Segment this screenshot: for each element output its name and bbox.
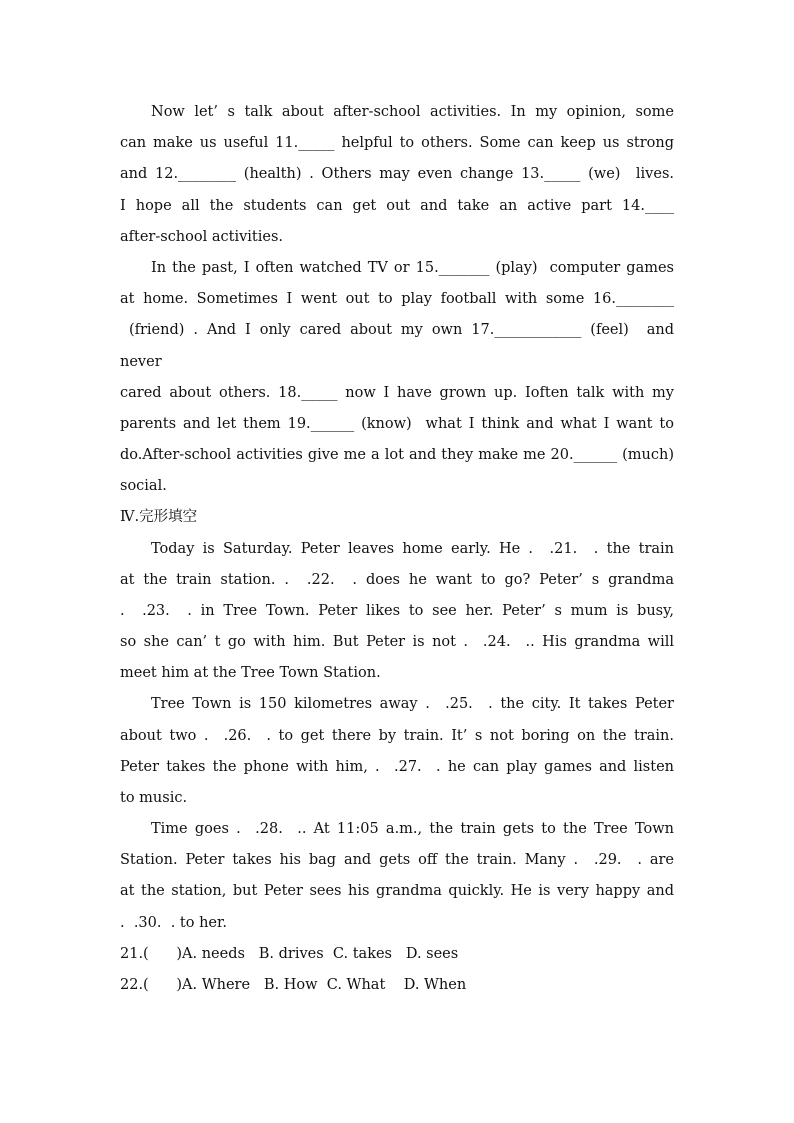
- passage-line: at the train station. . .22. . does he want to go? Peter’ s grandma: [120, 572, 674, 588]
- passage-line: Tree Town is 150 kilometres away . .25. . the city. It takes Peter: [151, 696, 674, 712]
- passage-line: to music.: [120, 790, 188, 806]
- paragraph2-line: at home. Sometimes I went out to play football with some 16.________: [120, 291, 674, 307]
- question-21: 21.( )A. needs B. drives C. takes D. sees: [120, 946, 459, 962]
- paragraph2-line: never: [120, 354, 162, 370]
- passage-line: . .23. . in Tree Town. Peter likes to see her. Peter’ s mum is busy,: [120, 603, 674, 619]
- paragraph1-line: and 12.________ (health) . Others may even change 13._____ (we) lives.: [120, 166, 674, 182]
- passage-line: at the station, but Peter sees his grandma quickly. He is very happy and: [120, 883, 674, 899]
- paragraph2-line: social.: [120, 478, 167, 494]
- passage-line: so she can’ t go with him. But Peter is not . .24. .. His grandma will: [120, 634, 674, 650]
- passage-line: Station. Peter takes his bag and gets off the train. Many . .29. . are: [120, 852, 674, 868]
- paragraph2-line: cared about others. 18._____ now I have grown up. Ioften talk with my: [120, 385, 674, 401]
- paragraph1-line: can make us useful 11._____ helpful to others. Some can keep us strong: [120, 135, 674, 151]
- paragraph1-line: Now let’ s talk about after-school activities. In my opinion, some: [151, 104, 674, 120]
- passage-line: Time goes . .28. .. At 11:05 a.m., the train gets to the Tree Town: [151, 821, 674, 837]
- passage-line: Today is Saturday. Peter leaves home early. He . .21. . the train: [151, 541, 674, 557]
- passage-line: . .30. . to her.: [120, 915, 227, 931]
- paragraph2-line: In the past, I often watched TV or 15._______ (play) computer games: [151, 260, 674, 276]
- paragraph1-line: I hope all the students can get out and take an active part 14.____: [120, 198, 674, 214]
- paragraph2-line: parents and let them 19.______ (know) what I think and what I want to: [120, 416, 674, 432]
- passage-line: Peter takes the phone with him, . .27. . he can play games and listen: [120, 759, 674, 775]
- question-22: 22.( )A. Where B. How C. What D. When: [120, 977, 467, 993]
- paragraph2-line: (friend) . And I only cared about my own 17.____________ (feel) and: [120, 322, 674, 338]
- passage-line: about two . .26. . to get there by train. It’ s not boring on the train.: [120, 728, 674, 744]
- paragraph2-line: do.After-school activities give me a lot and they make me 20.______ (much): [120, 447, 674, 463]
- section-heading: Ⅳ.完形填空: [120, 509, 198, 525]
- paragraph1-line: after-school activities.: [120, 229, 284, 245]
- passage-line: meet him at the Tree Town Station.: [120, 665, 381, 681]
